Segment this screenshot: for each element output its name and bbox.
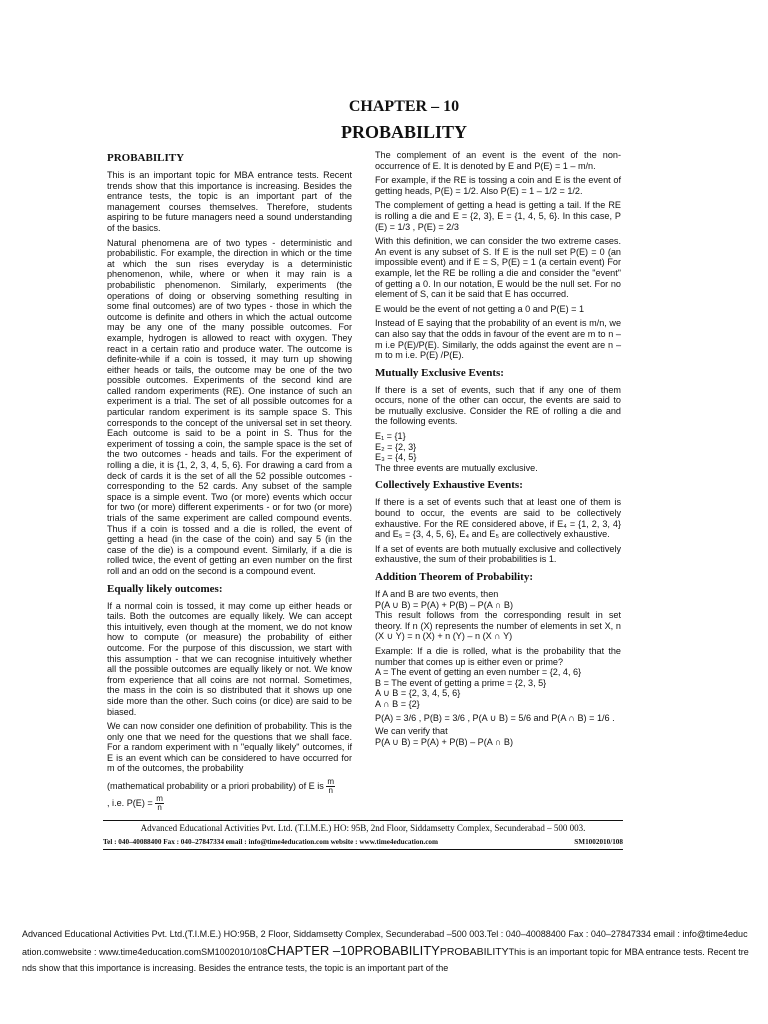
footer-address: Advanced Educational Activities Pvt. Ltd. (T.I.M.E.) HO: 95B, 2nd Floor, Siddamsetty Complex, Secunderabad – 500 003. <box>140 823 586 833</box>
fraction-m-over-n <box>326 778 335 795</box>
example-verify: We can verify that <box>375 726 448 737</box>
event-e3: E₃ = {4, 5} <box>375 452 417 463</box>
both-properties-paragraph: If a set of events are both mutually exclusive and collectively exhaustive, the sum of their probabilities is 1. <box>375 543 621 565</box>
chapter-title: PROBABILITY <box>340 122 468 142</box>
footer-tel: Tel : 040–40088400 Fax : 040–27847334 email : info@time4education.com website : www.time4education.com <box>103 838 439 846</box>
complement-die-example: The complement of getting a head is getting a tail. If the RE is rolling a die and E = {2, 3}, E = {1, 4, 5, 6}. In this case, P (E) = 1/3 , P(E) = 2/3 <box>375 200 621 232</box>
text-layer-chapter: CHAPTER –10 <box>267 942 355 958</box>
formula-text-b: , i.e. P(E) = <box>107 797 153 808</box>
example-probabilities: P(A) = 3/6 , P(B) = 3/6 , P(A ∪ B) = 5/6 and P(A ∩ B) = 1/6 . <box>375 712 615 723</box>
theorem-formula: P(A ∪ B) = P(A) + P(B) – P(A ∩ B) <box>375 599 514 610</box>
example-event-a: A = The event of getting an even number = {2, 4, 6} <box>375 667 582 678</box>
chapter-number: CHAPTER – 10 <box>348 98 460 115</box>
complement-paragraph: The complement of an event is the event of the non-occurrence of E. It is denoted by E and P(E) = 1 – m/n. <box>375 150 621 171</box>
section-heading-mutually-exclusive: Mutually Exclusive Events: <box>375 366 504 379</box>
formula-text-a: (mathematical probability or a priori probability) of E is <box>107 780 324 791</box>
text-layer-heading: PROBABILITY <box>439 945 509 958</box>
theorem-intro: If A and B are two events, then <box>375 589 499 599</box>
text-layer-title: PROBABILITY <box>354 942 440 958</box>
example-event-b: B = The event of getting a prime = {2, 3, 5} <box>375 677 547 688</box>
collectively-exhaustive-paragraph: If there is a set of events such that at least one of them is bound to occur, the events are said to be collectively exhaustive. For the RE considered above, if E₄ = {1, 2, 3, 4} and E₅ = {3, 4, 5, 6}, E₄ and E₅ are collectively exhaustive. <box>375 497 621 540</box>
addition-theorem-block <box>375 589 621 747</box>
intro-paragraph: This is an important topic for MBA entrance tests. Recent trends show that this importance is increasing. Besides the entrance tests, the topic is an important part of the management courses themselves. Therefore, students aspiring to be future managers need a sound understanding of the basics. <box>107 170 352 233</box>
denominator: n <box>328 786 333 796</box>
footer-contact <box>103 838 623 846</box>
event-e2: E₂ = {2, 3} <box>375 441 417 452</box>
footer-rule-bottom <box>103 849 623 850</box>
footer-rule-top <box>103 820 623 821</box>
left-column <box>107 150 352 816</box>
complement-example: For example, if the RE is tossing a coin and E is the event of getting heads, P(E) = 1/2. Also P(E) = 1 – 1/2 = 1/2. <box>375 175 621 196</box>
fraction-m-over-n-2 <box>155 795 164 812</box>
example-verify-formula: P(A ∪ B) = P(A) + P(B) – P(A ∩ B) <box>375 736 514 747</box>
mutually-exclusive-paragraph: If there is a set of events, such that if any one of them occurs, none of the other can occur, the events are said to be mutually exclusive. Consider the RE of rolling a die and the following events. <box>375 384 621 427</box>
extracted-text-layer <box>22 926 750 977</box>
odds-paragraph: Instead of E saying that the probability of an event is m/n, we can also say that the odds in favour of the event are m to n – m i.e P(E)/P(E). Similarly, the odds against the event are n – m to m i.e. P(E) /P(E). <box>375 318 621 361</box>
definition-formula <box>107 778 352 812</box>
section-heading-equally-likely: Equally likely outcomes: <box>107 582 223 595</box>
text-layer-body: This is an important topic for MBA entrance tests. Recent trends show that this importance is increasing. Besides the entrance tests, the topic is an important part of the <box>22 946 749 973</box>
extreme-cases-paragraph: With this definition, we can consider the two extreme cases. An event is any subset of S. If E is the null set P(E) = 0 (an impossible event) and if E = S, P(E) = 1 (a certain event) For example, let the RE be rolling a die and consider the "event" of getting a 0. In our notation, E would be the null set. For no element of S, can it be said that E has occurred. <box>375 236 621 300</box>
theorem-set-theory: This result follows from the corresponding result in set theory. If n (X) represents the number of elements in set X, n (X ∪ Y) = n (X) + n (Y) – n (X ∩ Y) <box>375 610 621 642</box>
numerator: m <box>327 777 335 787</box>
footer-code: SM1002010/108 <box>574 838 623 846</box>
numerator: m <box>156 794 163 804</box>
section-heading-collectively-exhaustive: Collectively Exhaustive Events: <box>375 479 523 492</box>
example-union: A ∪ B = {2, 3, 4, 5, 6} <box>375 688 461 699</box>
event-e1: E₁ = {1} <box>375 431 406 442</box>
example-intersection: A ∩ B = {2} <box>375 698 420 709</box>
section-heading-addition-theorem: Addition Theorem of Probability: <box>375 571 533 583</box>
certain-event-line: E would be the event of not getting a 0 and P(E) = 1 <box>375 303 585 314</box>
equally-likely-paragraph: If a normal coin is tossed, it may come up either heads or tails. Both the outcomes are equally likely. We can accept this intuitively, even though at the moment, we do not know how to compute (or measure) the probability of either outcome. For the purpose of this discussion, we start with this assumption - that we can recognise intuitively whether all the possible outcomes are equally likely or not. We know from experience that all coins are not normal. Sometimes, the mass in the coin is so distributed that it shows up one side more than the other. Such coins (or dice) are said to be biased. <box>107 600 352 717</box>
right-column <box>375 150 621 747</box>
section-heading-probability: PROBABILITY <box>107 152 185 164</box>
event-list <box>375 431 621 473</box>
example-question: Example: If a die is rolled, what is the probability that the number that comes up is either even or prime? <box>375 645 621 667</box>
denominator: n <box>157 803 162 813</box>
text-layer-address: Advanced Educational Activities Pvt. Ltd.(T.I.M.E.) HO:95B, 2 Floor, Siddamsetty Complex, Secunderabad –500 003.Tel : 040–40088400 Fax : 040–27847334 email : info@time4education.comwebsite : www.time4education.comSM1002010/108 <box>22 929 748 957</box>
natural-phenomena-paragraph: Natural phenomena are of two types - deterministic and probabilistic. For example, the direction in which or the time at which the sun rises everyday is a deterministic phenomenon, while, where or when it may rain is a probabilistic phenomenon. Similarly, experiments (the operations of doing or observing something resulting in some final outcomes) are of two types - those in which the outcome is definite and others in which the actual outcome may be any one of the many possible outcomes. For example, hydrogen is allowed to react with oxygen. They react in a certain ratio and produce water. The outcome is definite-while if a coin is tossed, it may turn up showing either heads or tails, the outcome may be one of the two possible outcomes. Experiments of the second kind are called random experiments (RE). One instance of such an experiment is a trial. The set of all possible outcomes for a particular random experiment is its sample space S. This corresponds to the concept of the universal set in set theory. Each outcome is said to be a point in S. Thus for the experiment of tossing a coin, the sample space is the set of the two outcomes - heads and tails. For the experiment of rolling a die, it is {1, 2, 3, 4, 5, 6}. For drawing a card from a deck of cards it is the set of all the 52 possible outcomes - corresponding to the 52 cards. Any subset of the sample space is a simple event. Two (or more) events which occur for two (or more) different experiments - or for two (or more) trials of the same experiment are called compound events. Thus if a coin is tossed and a die is rolled, the event of getting a head (in the case of the coin) and say 5 (in the case of the die) is a compound event. Similarly, if a die is rolled twice, the event of getting an even number on the first roll and an odd on the second is a compound event. <box>107 237 352 576</box>
definition-paragraph: We can now consider one definition of probability. This is the only one that we need for the questions that we shall face. For a random experiment with n "equally likely" outcomes, if E is an event which can be considered to have occurred for m of the outcomes, the probability <box>107 721 352 774</box>
event-conclusion: The three events are mutually exclusive. <box>375 462 538 473</box>
